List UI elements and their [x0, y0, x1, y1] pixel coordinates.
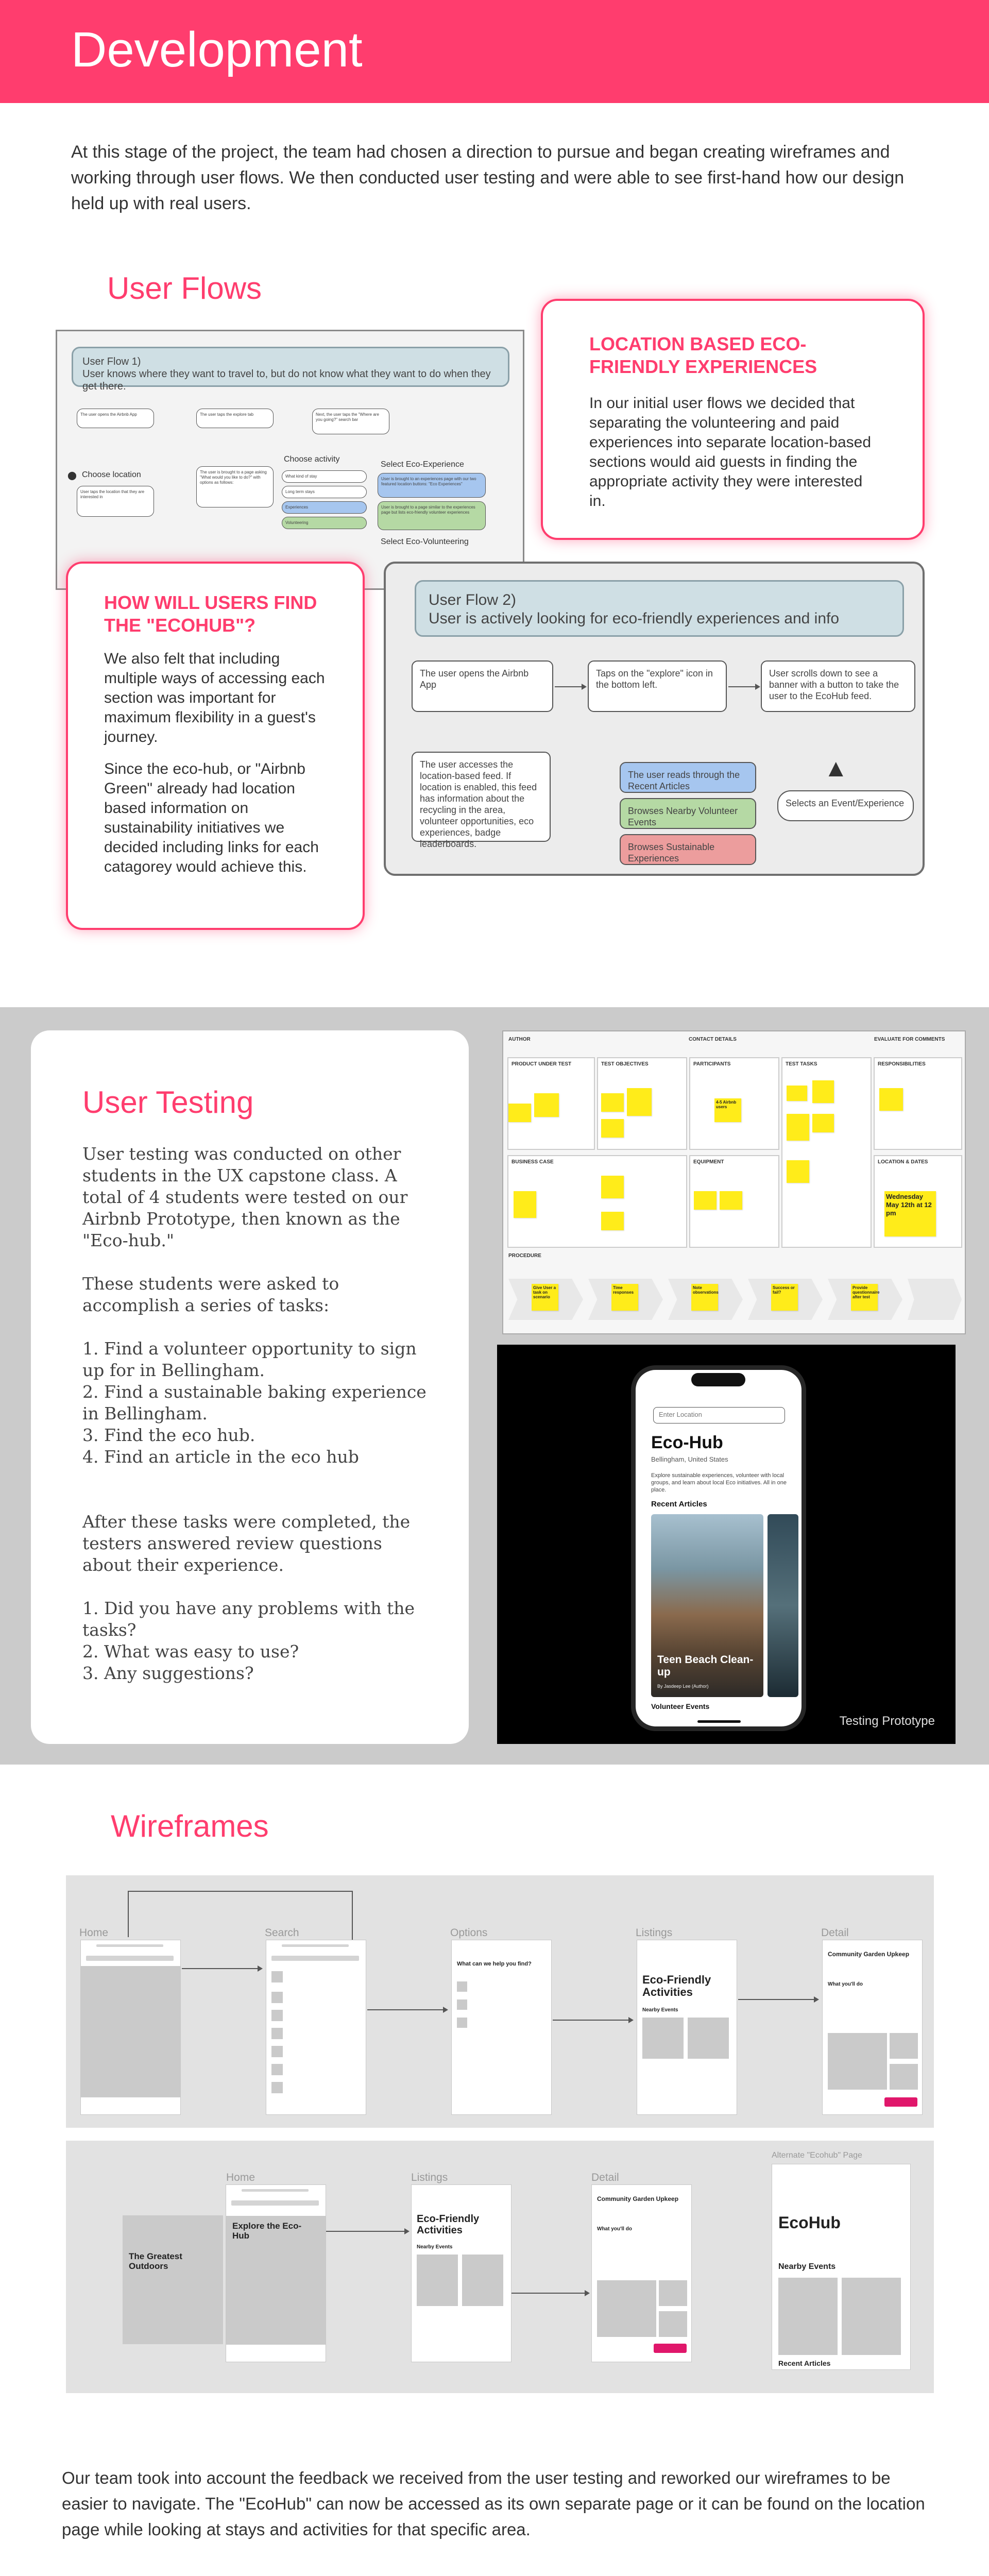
wireframe-label: Detail [591, 2172, 619, 2183]
flow-2-node: The user accesses the location-based feed. If location is enabled, this feed has information about the recycling in the area, volunteer opportunities, eco experiences, badge leaderboards. [412, 752, 551, 842]
procedure-label: PROCEDURE [508, 1253, 541, 1259]
callout-title: LOCATION BASED ECO-FRIENDLY EXPERIENCES [589, 333, 817, 377]
testing-prototype-panel [497, 1345, 956, 1744]
greatest-outdoors-title: The Greatest Outdoors [129, 2251, 182, 2271]
flow-1-option: What kind of stay [282, 470, 367, 483]
flow-2-node: User scrolls down to see a banner with a button to take the user to the EcoHub feed. [761, 660, 915, 712]
sticky-note [601, 1176, 624, 1198]
choose-location-label: Choose location [82, 470, 141, 479]
tree-icon: ▲ [824, 755, 848, 782]
sticky-note [812, 1080, 834, 1103]
image-placeholder [271, 1971, 283, 1982]
wireframe-screen-listings [411, 2184, 511, 2362]
sticky-note [694, 1191, 717, 1210]
flow-2-node: The user reads through the Recent Articles [620, 762, 756, 793]
wireframe-screen-detail [822, 1940, 923, 2115]
article-card[interactable] [651, 1514, 763, 1697]
sticky-note [601, 1119, 624, 1138]
wireframes-title: Wireframes [111, 1809, 269, 1843]
image-placeholder [642, 2018, 684, 2059]
image-placeholder [271, 2046, 283, 2057]
page-title: Development [71, 22, 363, 77]
recent-articles-heading: Recent Articles [778, 2359, 831, 2367]
sticky-note [514, 1191, 536, 1218]
flow-connector [128, 1891, 129, 1937]
wireframe-label: Home [79, 1927, 109, 1939]
procedure-step [908, 1279, 962, 1320]
sticky-note [787, 1086, 807, 1101]
outro-paragraph: Our team took into account the feedback we received from the user testing and reworked our wireframes to be easier to navigate. The "EcoHub" can now be accessed as its own separate page or it can be found on the location page while looking at stays and activities for that specific area. [62, 2468, 925, 2539]
column-title: RESPONSIBILITIES [878, 1061, 926, 1067]
reserve-button[interactable] [884, 2097, 917, 2107]
image-placeholder [659, 2311, 687, 2337]
callout-body: In our initial user flows we decided that separating the volunteering and paid experiences into separate location-based sections would aid guests in finding the appropriate activity they were interested in. [589, 395, 872, 510]
image-placeholder [659, 2280, 687, 2306]
flow-arrow [738, 1999, 818, 2000]
user-flow-2-board [384, 562, 925, 876]
column-title: PARTICIPANTS [693, 1061, 731, 1067]
wireframe-screen-listings [637, 1940, 737, 2115]
image-placeholder [597, 2280, 656, 2337]
flow-1-node: User is brought to a page similar to the experiences page but lists eco-friendly volunteer experiences [378, 501, 486, 530]
sticky-note [787, 1114, 809, 1141]
sticky-note [812, 1114, 834, 1132]
callout-title: HOW WILL USERS FIND THE "ECOHUB"? [104, 592, 317, 636]
image-placeholder [828, 2033, 887, 2090]
sticky-note: Note observations [691, 1284, 718, 1311]
flow-2-node: Taps on the "explore" icon in the bottom left. [588, 660, 727, 712]
choose-activity-label: Choose activity [284, 455, 340, 464]
sticky-note [787, 1160, 809, 1183]
image-placeholder [457, 1981, 467, 1992]
user-flow-1-board [56, 330, 524, 590]
sticky-note [508, 1104, 531, 1122]
reserve-button[interactable] [654, 2344, 687, 2353]
sticky-note: 4-5 Airbnb users [714, 1098, 741, 1122]
image-placeholder [271, 1992, 283, 2003]
article-card-next[interactable] [768, 1514, 798, 1697]
ecohub-heading: EcoHub [778, 2213, 841, 2232]
image-placeholder [271, 2010, 283, 2021]
wireframe-screen-detail [591, 2184, 692, 2362]
intro-paragraph: At this stage of the project, the team had chosen a direction to pursue and began creating wireframes and working through user flows. We then conducted user testing and were able to see first-hand how our design held up with real users. [71, 142, 905, 213]
select-eco-experience-label: Select Eco-Experience [381, 460, 464, 469]
flow-1-option: Experiences [282, 501, 367, 514]
flow-arrow [182, 1968, 262, 1969]
wireframe-screen-home [226, 2184, 326, 2362]
eco-friendly-heading: Eco-Friendly Activities [417, 2213, 480, 2236]
select-eco-volunteering-label: Select Eco-Volunteering [381, 537, 469, 546]
sticky-note [627, 1088, 652, 1116]
image-placeholder [271, 2082, 283, 2093]
nearby-events-heading: Nearby Events [417, 2244, 453, 2250]
sticky-note: Time responses [611, 1284, 638, 1311]
nearby-events-heading: Nearby Events [642, 2007, 678, 2013]
flow-2-node: Browses Nearby Volunteer Events [620, 798, 756, 829]
column-title: TEST TASKS [786, 1061, 817, 1067]
header-banner [0, 0, 989, 103]
wireframe-label: Listings [636, 1927, 673, 1939]
wireframe-label: Home [226, 2172, 255, 2183]
sticky-note [601, 1093, 624, 1112]
image-placeholder [462, 2255, 503, 2306]
article-title: Teen Beach Clean-up [657, 1654, 754, 1678]
wireframe-label: Detail [821, 1927, 849, 1939]
column-title: BUSINESS CASE [511, 1159, 554, 1165]
sticky-note [601, 1212, 624, 1230]
ecohub-description: Explore sustainable experiences, volunteer with local groups, and learn about local Eco initiatives. All in one place. [651, 1472, 787, 1493]
image-placeholder [123, 2215, 223, 2344]
column-title: LOCATION & DATES [878, 1159, 928, 1165]
image-placeholder [778, 2278, 838, 2355]
detail-subtitle: What you'll do [597, 2226, 632, 2232]
image-placeholder [457, 2018, 467, 2028]
volunteer-events-heading: Volunteer Events [651, 1702, 710, 1710]
sticky-note: Success or fail? [771, 1284, 798, 1311]
board-header: AUTHOR [508, 1037, 531, 1042]
flow-arrow [511, 2293, 589, 2294]
sticky-note [534, 1093, 559, 1117]
user-testing-title: User Testing [82, 1085, 254, 1120]
article-author: By Jasdeep Lee (Author) [657, 1684, 709, 1689]
testing-prototype-label: Testing Prototype [839, 1714, 935, 1728]
eco-friendly-heading: Eco-Friendly Activities [642, 1973, 711, 1998]
image-placeholder [271, 2064, 283, 2075]
flow-connector [352, 1891, 353, 1942]
flow-1-node: The user taps the explore tab [196, 409, 274, 428]
location-search-input[interactable]: Enter Location [653, 1407, 785, 1423]
wireframe-screen-home [80, 1940, 181, 2115]
flow-arrow [553, 2020, 633, 2021]
nearby-events-heading: Nearby Events [778, 2262, 836, 2271]
flow-arrow [555, 686, 586, 687]
callout-body: Since the eco-hub, or "Airbnb Green" already had location based information on sustainability initiatives we decided including links for each catagorey would achieve this. [104, 760, 319, 875]
column-title: EQUIPMENT [693, 1159, 724, 1165]
explore-ecohub-title: Explore the Eco-Hub [232, 2221, 302, 2241]
image-placeholder [81, 1966, 180, 2097]
options-prompt: What can we help you find? [457, 1961, 532, 1967]
detail-title: Community Garden Upkeep [828, 1951, 910, 1958]
column-title: TEST OBJECTIVES [601, 1061, 649, 1067]
flow-arrow [367, 2009, 447, 2010]
home-indicator [697, 1720, 741, 1723]
location-based-callout [541, 299, 925, 540]
sticky-note: Wednesday May 12th at 12 pm [884, 1191, 936, 1236]
find-ecohub-callout [66, 562, 365, 930]
wireframe-screen-alt-ecohub [772, 2164, 911, 2370]
wireframe-label: Listings [411, 2172, 448, 2183]
flow-1-option: Volunteering [282, 517, 367, 529]
wireframe-label: Search [265, 1927, 299, 1939]
sticky-note: Provide questionnaire after test [851, 1284, 878, 1311]
sticky-note [879, 1088, 903, 1111]
wireframe-screen-search [266, 1940, 366, 2115]
wireframe-panel-2 [66, 2141, 934, 2393]
phone-mockup [631, 1365, 806, 1731]
flow-1-node: Next, the user taps the "Where are you going?" search bar [312, 409, 389, 434]
wireframe-screen-options [451, 1940, 552, 2115]
board-header: EVALUATE FOR COMMENTS [874, 1037, 945, 1042]
ecohub-title: Eco-Hub [651, 1433, 723, 1452]
flow-1-option: Long term stays [282, 486, 367, 498]
flow-1-node: User taps the location that they are interested in [77, 486, 154, 517]
flow-2-node: Browses Sustainable Experiences [620, 834, 756, 865]
wireframe-label: Options [450, 1927, 488, 1939]
user-testing-body: User testing was conducted on other students in the UX capstone class. A total of 4 students were tested on our Airbnb Prototype, then known as the "Eco-hub." These students were asked to accomplish a series of tasks: 1. Find a volunteer opportunity to sign up for in Bellingham. 2. Find a sustainable baking experience in Bellingham. 3. Find the eco hub. 4. Find an article in the eco hub After these tasks were completed, the testers answered review questions about their experience. 1. Did you have any problems with the tasks? 2. What was easy to use? 3. Any suggestions? [82, 1144, 427, 1683]
placeholder-line [271, 1956, 359, 1961]
sticky-note: Give User a task on scenario [532, 1284, 558, 1311]
user-flow-2-banner: User Flow 2) User is actively looking for eco-friendly experiences and info [415, 580, 904, 637]
image-placeholder [271, 2028, 283, 2039]
user-testing-card [31, 1030, 469, 1744]
placeholder-line [282, 1944, 349, 1947]
flow-1-node: The user opens the Airbnb App [77, 409, 154, 428]
placeholder-line [242, 2189, 309, 2192]
image-placeholder [842, 2278, 901, 2355]
board-header: CONTACT DETAILS [689, 1037, 737, 1042]
placeholder-line [96, 1944, 163, 1947]
flow-1-node: User is brought to an experiences page with our two featured location buttons: "Eco Experiences" [378, 473, 486, 498]
user-flow-1-banner: User Flow 1) User knows where they want to travel to, but do not know what they want to do when they get there. [72, 347, 509, 387]
detail-title: Community Garden Upkeep [597, 2195, 679, 2202]
placeholder-line [86, 1956, 174, 1961]
column-title: PRODUCT UNDER TEST [511, 1061, 572, 1067]
image-placeholder [457, 1999, 467, 2010]
image-placeholder [890, 2033, 918, 2059]
image-placeholder [417, 2255, 458, 2306]
test-plan-board [502, 1030, 966, 1334]
user-flows-title: User Flows [107, 271, 262, 306]
phone-notch [691, 1373, 745, 1386]
recent-articles-heading: Recent Articles [651, 1500, 707, 1509]
detail-subtitle: What you'll do [828, 1981, 863, 1987]
flow-1-node: The user is brought to a page asking "What would you like to do?" with options as follows: [196, 466, 274, 507]
placeholder-line [231, 2200, 319, 2206]
flow-2-node: The user opens the Airbnb App [412, 660, 553, 712]
callout-body: We also felt that including multiple ways of accessing each section was important for maximum flexibility in a guest's journey. [104, 650, 325, 745]
flow-arrow [326, 2231, 408, 2232]
flow-2-node: Selects an Event/Experience [777, 790, 914, 821]
flow-connector [128, 1891, 352, 1892]
image-placeholder [890, 2064, 918, 2090]
image-placeholder [226, 2216, 326, 2345]
image-placeholder [688, 2018, 729, 2059]
sticky-note [720, 1191, 742, 1210]
flow-arrow [728, 686, 759, 687]
location-pin-icon: ⬤ [67, 471, 77, 480]
ecohub-location: Bellingham, United States [651, 1455, 728, 1463]
wireframe-panel-1 [66, 1875, 934, 2128]
wireframe-label: Alternate "Ecohub" Page [772, 2151, 862, 2160]
